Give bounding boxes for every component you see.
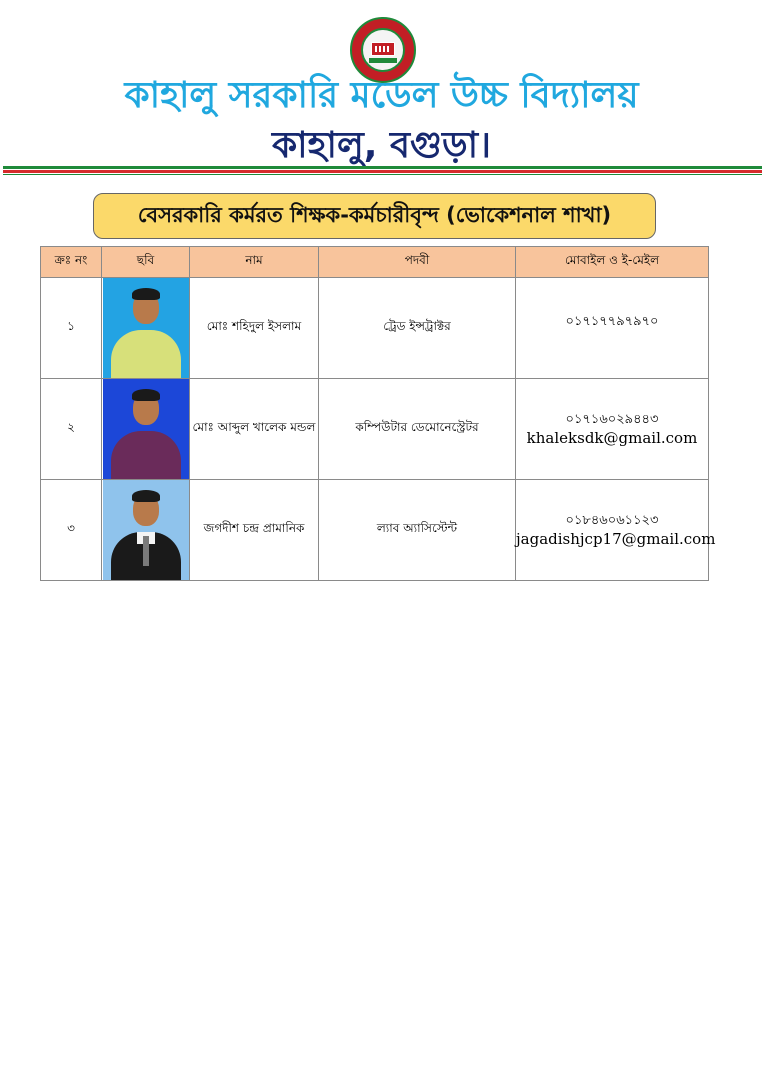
school-location: কাহালু, বগুড়া। bbox=[272, 125, 491, 166]
col-header-contact: মোবাইল ও ই-মেইল bbox=[516, 247, 709, 278]
col-header-photo: ছবি bbox=[102, 247, 190, 278]
photo-cell bbox=[102, 278, 190, 379]
school-name: কাহালু সরকারি মডেল উচ্চ বিদ্যালয় bbox=[124, 75, 639, 116]
photo-hair bbox=[132, 288, 160, 300]
photo-tie bbox=[143, 536, 149, 566]
name-cell: জগদীশ চন্দ্র প্রামানিক bbox=[190, 480, 319, 581]
staff-photo bbox=[103, 278, 189, 378]
logo-emblem bbox=[361, 28, 405, 72]
email-address: jagadishjcp17@gmail.com bbox=[516, 530, 716, 548]
designation-cell: কম্পিউটার ডেমোনেস্ট্রেটর bbox=[319, 379, 516, 480]
email-address: khaleksdk@gmail.com bbox=[526, 429, 698, 447]
section-title-banner bbox=[93, 193, 656, 239]
table-row bbox=[41, 480, 709, 581]
header-divider-green bbox=[3, 166, 762, 169]
phone-number: ০১৭১৭৭৯৭৯৭০ bbox=[565, 314, 659, 329]
name-cell: মোঃ শহিদুল ইসলাম bbox=[190, 278, 319, 379]
table-row bbox=[41, 278, 709, 379]
table-row bbox=[41, 379, 709, 480]
staff-photo bbox=[103, 379, 189, 479]
name-cell: মোঃ আব্দুল খালেক মন্ডল bbox=[190, 379, 319, 480]
header-divider-green-thin bbox=[3, 174, 762, 175]
staff-photo bbox=[103, 480, 189, 580]
photo-body bbox=[111, 330, 181, 378]
photo-body bbox=[111, 431, 181, 479]
photo-hair bbox=[132, 389, 160, 401]
photo-cell bbox=[102, 480, 190, 581]
serial-cell: ৩ bbox=[41, 480, 102, 581]
logo-band bbox=[369, 58, 397, 63]
contact-cell bbox=[516, 480, 716, 581]
col-header-serial: ক্রঃ নং bbox=[41, 247, 102, 278]
table-header-row bbox=[41, 247, 709, 278]
header-divider-red bbox=[3, 170, 762, 173]
phone-number: ০১৮৪৬০৬১১২৩ bbox=[565, 513, 659, 528]
serial-cell: ১ bbox=[41, 278, 102, 379]
col-header-name: নাম bbox=[190, 247, 319, 278]
serial-cell: ২ bbox=[41, 379, 102, 480]
photo-cell bbox=[102, 379, 190, 480]
designation-cell: ল্যাব অ্যাসিস্টেন্ট bbox=[319, 480, 516, 581]
designation-cell: ট্রেড ইন্সট্রাক্টর bbox=[319, 278, 516, 379]
section-title: বেসরকারি কর্মরত শিক্ষক-কর্মচারীবৃন্দ (ভোকেশনাল শাখা) bbox=[137, 202, 612, 227]
photo-hair bbox=[132, 490, 160, 502]
col-header-designation: পদবী bbox=[319, 247, 516, 278]
contact-cell bbox=[516, 379, 709, 480]
logo-building-icon bbox=[371, 42, 395, 56]
staff-table bbox=[40, 246, 716, 581]
contact-cell bbox=[516, 278, 709, 379]
phone-number: ০১৭১৬০২৯৪৪৩ bbox=[565, 412, 659, 427]
